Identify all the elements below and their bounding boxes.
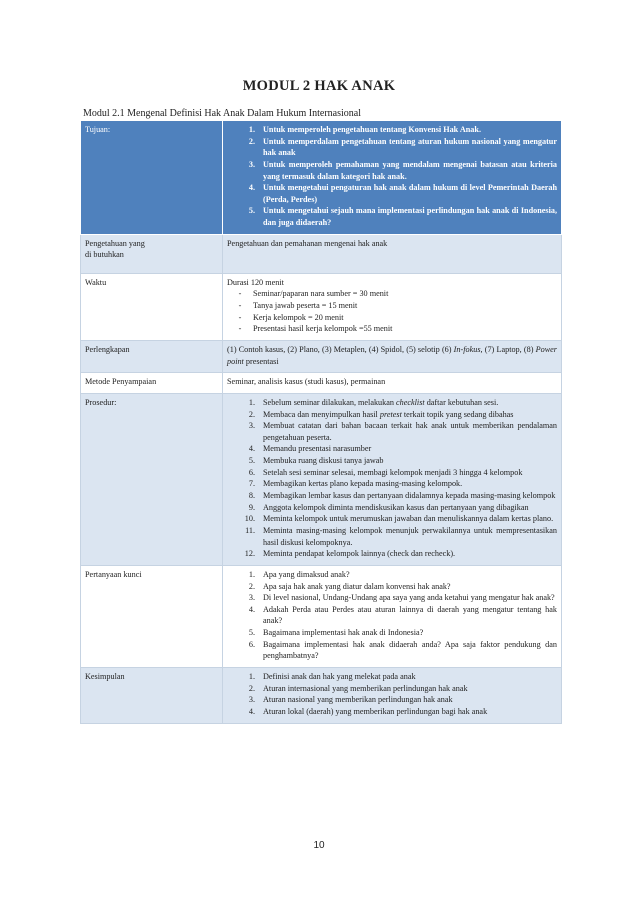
page-title: MODUL 2 HAK ANAK <box>242 78 396 94</box>
row-tujuan <box>81 121 562 235</box>
waktu-list <box>227 288 557 335</box>
list-item: 1. Apa yang dimaksud anak? <box>248 569 350 579</box>
list-item: 4. Untuk mengetahui pengaturan hak anak dalam hukum di level Pemerintah Daerah (Perda, Perdes) <box>248 183 557 204</box>
row-content <box>223 565 562 667</box>
list-item: - Presentasi hasil kerja kelompok =55 menit <box>238 324 393 334</box>
list-item: 2. Apa saja hak anak yang diatur dalam konvensi hak anak? <box>248 581 451 591</box>
row-perlengkapan <box>81 340 562 372</box>
row-label: Waktu <box>81 273 223 340</box>
list-item: 2. Aturan internasional yang memberikan perlindungan hak anak <box>248 683 468 693</box>
page-number: 10 <box>313 840 325 851</box>
row-label: Pengetahuan yang di butuhkan <box>81 234 223 273</box>
list-item: 6. Bagaimana implementasi hak anak didaerah anda? Apa saja faktor pendukung dan penghambatnya? <box>248 639 557 661</box>
row-prosedur <box>81 393 562 565</box>
row-kesimpulan <box>81 667 562 723</box>
list-item: - Tanya jawab peserta = 15 menit <box>238 301 358 311</box>
row-label: Kesimpulan <box>81 667 223 723</box>
list-item: 1. Definisi anak dan hak yang melekat pada anak <box>248 671 416 681</box>
list-item: 1. Untuk memperoleh pengetahuan tentang Konvensi Hak Anak. <box>248 125 481 134</box>
durasi-text: Durasi 120 menit <box>227 277 284 287</box>
module-table <box>80 120 562 724</box>
row-metode <box>81 373 562 394</box>
row-label: Tujuan: <box>81 121 223 235</box>
list-item: - Kerja kelompok = 20 menit <box>238 312 344 322</box>
list-item: 6. Setelah sesi seminar selesai, membagi kelompok menjadi 3 hingga 4 kelompok <box>248 467 523 477</box>
row-content: Seminar, analisis kasus (studi kasus), permainan <box>223 373 562 394</box>
list-item: 4. Aturan lokal (daerah) yang memberikan perlindungan bagi hak anak <box>248 706 488 716</box>
list-item: 8. Membagikan lembar kasus dan pertanyaan didalamnya kepada masing-masing kelompok <box>248 491 556 501</box>
row-pengetahuan <box>81 234 562 273</box>
row-pertanyaan <box>81 565 562 667</box>
list-item: 2. Membaca dan menyimpulkan hasil pretest terkait topik yang sedang dibahas <box>248 409 514 419</box>
list-item: 12. Meminta pendapat kelompok lainnya (check dan recheck). <box>244 549 456 559</box>
row-content: (1) Contoh kasus, (2) Plano, (3) Metaplen, (4) Spidol, (5) selotip (6) In-fokus, (7) Laptop, (8) Power point presentasi <box>223 340 562 372</box>
row-waktu <box>81 273 562 340</box>
row-label: Metode Penyampaian <box>81 373 223 394</box>
list-item: 3. Untuk memperoleh pemahaman yang mendalam mengenai batasan atau kriteria yang termasuk dalam kategori hak anak. <box>248 159 557 181</box>
kesimpulan-list <box>227 671 557 718</box>
list-item: 10. Meminta kelompok untuk merumuskan jawaban dan menuliskannya dalam kertas plano. <box>244 514 554 524</box>
list-item: 5. Untuk mengetahui sejauh mana implementasi perlindungan hak anak di Indonesia, dan juga didaerah? <box>248 206 557 228</box>
list-item: 5. Membuka ruang diskusi tanya jawab <box>248 456 384 466</box>
row-content <box>223 393 562 565</box>
list-item: 5. Bagaimana implementasi hak anak di Indonesia? <box>248 628 424 638</box>
row-label: Prosedur: <box>81 393 223 565</box>
module-subtitle: Modul 2.1 Mengenal Definisi Hak Anak Dalam Hukum Internasional <box>83 108 361 119</box>
list-item: - Seminar/paparan nara sumber = 30 menit <box>238 289 389 299</box>
list-item: 11. Meminta masing-masing kelompok menunjuk perwakilannya untuk mempresentasikan hasil diskusi kelompoknya. <box>245 525 557 547</box>
row-content <box>223 667 562 723</box>
row-content <box>223 121 562 235</box>
list-item: 9. Anggota kelompok diminta mendiskusikan kasus dan pertanyaan yang dibagikan <box>248 502 529 512</box>
list-item: 4. Memandu presentasi narasumber <box>248 444 372 454</box>
row-label: Perlengkapan <box>81 340 223 372</box>
list-item: 3. Membuat catatan dari bahan bacaan terkait hak anak untuk memberikan pendalaman pengetahuan peserta. <box>248 421 557 442</box>
list-item: 7. Membagikan kertas plano kepada masing-masing kelompok. <box>248 479 463 489</box>
prosedur-list <box>227 397 557 560</box>
pertanyaan-list <box>227 569 557 662</box>
row-content <box>223 273 562 340</box>
list-item: 3. Aturan nasional yang memberikan perlindungan hak anak <box>248 695 453 705</box>
list-item: 1. Sebelum seminar dilakukan, melakukan checklist daftar kebutuhan sesi. <box>248 397 499 407</box>
list-item: 3. Di level nasional, Undang-Undang apa saya yang anda ketahui yang mengatur hak anak? <box>248 593 555 603</box>
list-item: 4. Adakah Perda atau Perdes atau aturan lainnya di daerah yang mengatur tentang hak anak? <box>248 604 557 626</box>
row-content: Pengetahuan dan pemahanan mengenai hak anak <box>223 234 562 273</box>
tujuan-list <box>227 124 557 229</box>
list-item: 2. Untuk memperdalam pengetahuan tentang aturan hukum nasional yang mengatur hak anak <box>248 136 557 158</box>
row-label: Pertanyaan kunci <box>81 565 223 667</box>
